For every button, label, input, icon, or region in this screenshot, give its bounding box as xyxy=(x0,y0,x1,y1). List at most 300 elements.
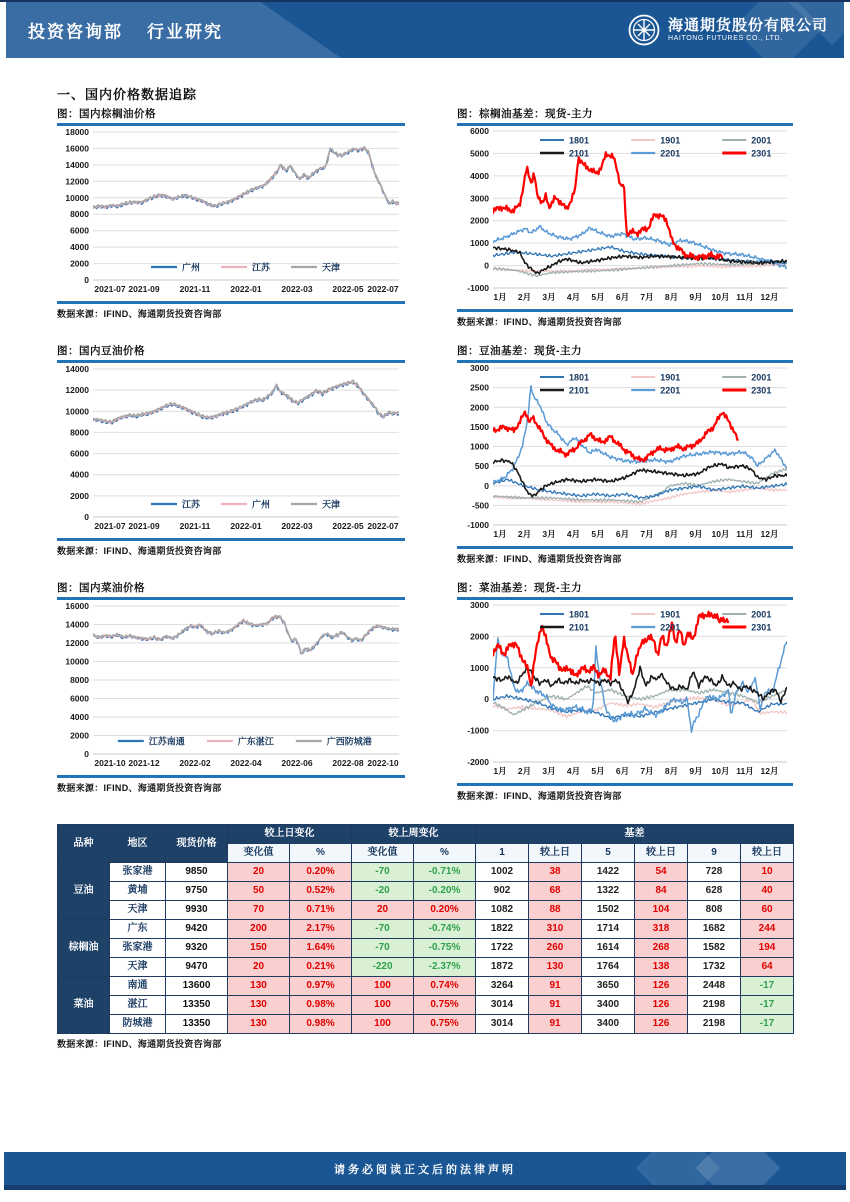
soy-price-chart xyxy=(57,363,405,533)
svg-text:2021-11: 2021-11 xyxy=(179,284,211,294)
company-name-en: HAITONG FUTURES CO., LTD. xyxy=(667,35,783,42)
palm-basis-chart xyxy=(457,126,793,304)
value-cell: 70 xyxy=(228,901,290,920)
svg-text:1月: 1月 xyxy=(493,529,507,539)
svg-text:9月: 9月 xyxy=(689,529,703,539)
doc-type-label: 行业研究 xyxy=(147,22,223,42)
svg-text:5月: 5月 xyxy=(591,292,605,302)
svg-text:9月: 9月 xyxy=(689,766,703,776)
chart-source: 数据来源：IFIND、海通期货投资咨询部 xyxy=(57,546,222,556)
value-cell: 1822 xyxy=(476,920,529,939)
svg-text:6月: 6月 xyxy=(615,529,630,539)
value-cell: 1422 xyxy=(582,863,635,882)
svg-text:广州: 广州 xyxy=(182,262,201,273)
svg-text:2201: 2201 xyxy=(660,148,681,159)
svg-text:广州: 广州 xyxy=(252,499,271,510)
chart-title: 图：棕榈油基差：现货-主力 xyxy=(457,108,593,120)
spot-price-table xyxy=(57,824,794,1034)
svg-text:2001: 2001 xyxy=(751,372,772,383)
value-cell: 91 xyxy=(529,1015,582,1034)
section-title: 一、国内价格数据追踪 xyxy=(57,87,198,102)
value-cell: 318 xyxy=(635,920,688,939)
region-cell: 黄埔 xyxy=(110,882,166,901)
chart-source: 数据来源：IFIND、海通期货投资咨询部 xyxy=(57,309,222,319)
rape-price-chart xyxy=(57,600,405,770)
region-cell: 天津 xyxy=(110,901,166,920)
chart-title: 图：国内棕榈油价格 xyxy=(57,108,156,120)
svg-text:4000: 4000 xyxy=(70,242,89,253)
chart-block-rape-price xyxy=(57,581,405,802)
svg-text:3000: 3000 xyxy=(470,363,489,373)
value-cell: 130 xyxy=(228,977,290,996)
header-titles xyxy=(28,18,247,43)
svg-text:12月: 12月 xyxy=(760,766,779,776)
svg-text:12000: 12000 xyxy=(65,638,89,648)
svg-text:18000: 18000 xyxy=(65,127,89,137)
chart-block-soy-basis xyxy=(457,344,793,565)
svg-text:0: 0 xyxy=(484,260,489,271)
value-cell: 1722 xyxy=(476,939,529,958)
svg-text:10月: 10月 xyxy=(711,529,730,539)
svg-text:广西防城港: 广西防城港 xyxy=(326,736,372,747)
value-cell: 1764 xyxy=(582,958,635,977)
sub-header-cell: 较上日 xyxy=(529,844,582,863)
chart-block-palm-basis xyxy=(457,107,793,328)
svg-text:4月: 4月 xyxy=(566,292,581,302)
svg-text:2022-08: 2022-08 xyxy=(332,758,364,768)
svg-text:7月: 7月 xyxy=(640,766,654,776)
svg-text:4月: 4月 xyxy=(566,766,581,776)
value-cell: 0.71% xyxy=(290,901,352,920)
variety-cell: 菜油 xyxy=(58,977,110,1034)
svg-text:2201: 2201 xyxy=(660,385,681,396)
svg-text:2000: 2000 xyxy=(70,730,89,741)
sub-header-cell: 较上日 xyxy=(741,844,794,863)
svg-text:2101: 2101 xyxy=(569,148,590,159)
svg-text:12月: 12月 xyxy=(760,292,779,302)
value-cell: 130 xyxy=(228,1015,290,1034)
chart-title: 图：豆油基差：现货-主力 xyxy=(457,345,582,357)
svg-text:10月: 10月 xyxy=(711,766,730,776)
svg-text:1801: 1801 xyxy=(569,135,590,146)
value-cell: 3400 xyxy=(582,1015,635,1034)
svg-text:2301: 2301 xyxy=(751,622,772,633)
company-name-cn: 海通期货股份有限公司 xyxy=(667,17,828,34)
svg-text:1月: 1月 xyxy=(493,766,507,776)
svg-text:天津: 天津 xyxy=(322,262,341,273)
rape-basis-chart xyxy=(457,600,793,778)
svg-text:2301: 2301 xyxy=(751,148,772,159)
svg-text:0: 0 xyxy=(484,694,489,705)
chart-title: 图：国内菜油价格 xyxy=(57,582,145,594)
value-cell: 0.75% xyxy=(414,1015,476,1034)
value-cell: 260 xyxy=(529,939,582,958)
svg-text:7月: 7月 xyxy=(640,529,654,539)
svg-text:6000: 6000 xyxy=(470,126,489,136)
variety-cell: 棕榈油 xyxy=(58,920,110,977)
chart-source: 数据来源：IFIND、海通期货投资咨询部 xyxy=(457,554,622,564)
col-basis: 基差 xyxy=(476,825,794,844)
value-cell: 1082 xyxy=(476,901,529,920)
palm-price-chart xyxy=(57,126,405,296)
report-body xyxy=(57,84,793,1050)
col-day-change: 较上日变化 xyxy=(228,825,352,844)
region-cell: 张家港 xyxy=(110,939,166,958)
svg-text:14000: 14000 xyxy=(65,159,89,170)
value-cell: 40 xyxy=(741,882,794,901)
value-cell: 91 xyxy=(529,996,582,1015)
legal-notice: 请务必阅读正文后的法律声明 xyxy=(334,1163,516,1176)
svg-text:-1000: -1000 xyxy=(467,520,489,530)
svg-text:11月: 11月 xyxy=(736,529,754,539)
sub-header-cell: 5 xyxy=(582,844,635,863)
svg-text:1500: 1500 xyxy=(470,421,489,432)
table-row xyxy=(58,1015,794,1034)
svg-text:1801: 1801 xyxy=(569,372,590,383)
value-cell: -20 xyxy=(352,882,414,901)
chart-title: 图：国内豆油价格 xyxy=(57,345,145,357)
value-cell: 3014 xyxy=(476,1015,529,1034)
value-cell: 20 xyxy=(228,958,290,977)
svg-text:2022-01: 2022-01 xyxy=(230,521,262,531)
svg-text:12000: 12000 xyxy=(65,385,89,396)
svg-text:16000: 16000 xyxy=(65,601,89,611)
chart-block-soy-price xyxy=(57,344,405,565)
value-cell: 38 xyxy=(529,863,582,882)
value-cell: 728 xyxy=(688,863,741,882)
svg-text:2月: 2月 xyxy=(517,766,532,776)
value-cell: -220 xyxy=(352,958,414,977)
table-row xyxy=(58,958,794,977)
value-cell: 0.98% xyxy=(290,1015,352,1034)
spot-price-cell: 9420 xyxy=(166,920,228,939)
charts-grid xyxy=(57,107,793,818)
region-cell: 防城港 xyxy=(110,1015,166,1034)
value-cell: 1322 xyxy=(582,882,635,901)
svg-text:10000: 10000 xyxy=(65,656,89,667)
region-cell: 张家港 xyxy=(110,863,166,882)
svg-text:4月: 4月 xyxy=(566,529,581,539)
svg-text:1000: 1000 xyxy=(470,441,489,452)
svg-text:2000: 2000 xyxy=(470,215,489,226)
value-cell: 3014 xyxy=(476,996,529,1015)
sub-header-cell: 变化值 xyxy=(228,844,290,863)
svg-text:1000: 1000 xyxy=(470,238,489,249)
svg-text:2301: 2301 xyxy=(751,385,772,396)
value-cell: 268 xyxy=(635,939,688,958)
table-row xyxy=(58,901,794,920)
svg-text:10000: 10000 xyxy=(65,406,89,417)
value-cell: 0.75% xyxy=(414,996,476,1015)
sub-header-cell: % xyxy=(290,844,352,863)
value-cell: 1682 xyxy=(688,920,741,939)
value-cell: -70 xyxy=(352,939,414,958)
sub-header-cell: 9 xyxy=(688,844,741,863)
svg-text:2022-07: 2022-07 xyxy=(367,284,399,294)
value-cell: 0.20% xyxy=(290,863,352,882)
svg-text:广东湛江: 广东湛江 xyxy=(237,736,274,747)
value-cell: 628 xyxy=(688,882,741,901)
value-cell: 150 xyxy=(228,939,290,958)
svg-text:8000: 8000 xyxy=(70,427,89,438)
table-row xyxy=(58,977,794,996)
svg-text:-500: -500 xyxy=(471,500,489,511)
svg-text:3月: 3月 xyxy=(542,766,556,776)
value-cell: 3650 xyxy=(582,977,635,996)
sub-header-cell: 较上日 xyxy=(635,844,688,863)
svg-text:500: 500 xyxy=(474,461,489,472)
value-cell: 2448 xyxy=(688,977,741,996)
svg-text:3000: 3000 xyxy=(470,193,489,204)
svg-text:江苏: 江苏 xyxy=(252,262,271,273)
svg-text:江苏: 江苏 xyxy=(182,499,201,510)
svg-text:6月: 6月 xyxy=(615,766,630,776)
value-cell: -0.75% xyxy=(414,939,476,958)
value-cell: 138 xyxy=(635,958,688,977)
value-cell: 100 xyxy=(352,996,414,1015)
svg-text:2000: 2000 xyxy=(70,258,89,269)
svg-text:1901: 1901 xyxy=(660,609,681,620)
region-cell: 湛江 xyxy=(110,996,166,1015)
svg-text:2021-07: 2021-07 xyxy=(94,521,126,531)
svg-text:2021-11: 2021-11 xyxy=(179,521,211,531)
svg-text:8月: 8月 xyxy=(664,529,679,539)
col-week-change: 较上周变化 xyxy=(352,825,476,844)
svg-text:1801: 1801 xyxy=(569,609,590,620)
svg-text:11月: 11月 xyxy=(736,292,754,302)
value-cell: -0.74% xyxy=(414,920,476,939)
value-cell: -70 xyxy=(352,863,414,882)
value-cell: -17 xyxy=(741,996,794,1015)
value-cell: -70 xyxy=(352,920,414,939)
svg-text:2500: 2500 xyxy=(470,382,489,393)
svg-text:2101: 2101 xyxy=(569,622,590,633)
bottom-rule xyxy=(57,775,405,778)
value-cell: 0.74% xyxy=(414,977,476,996)
value-cell: 3400 xyxy=(582,996,635,1015)
variety-cell: 豆油 xyxy=(58,863,110,920)
value-cell: 1872 xyxy=(476,958,529,977)
value-cell: 10 xyxy=(741,863,794,882)
value-cell: 126 xyxy=(635,977,688,996)
svg-text:江苏南通: 江苏南通 xyxy=(148,736,185,747)
svg-text:1000: 1000 xyxy=(470,662,489,673)
svg-text:2022-06: 2022-06 xyxy=(281,758,313,768)
chart-block-rape-basis xyxy=(457,581,793,802)
svg-text:2101: 2101 xyxy=(569,385,590,396)
value-cell: 104 xyxy=(635,901,688,920)
svg-text:1901: 1901 xyxy=(660,135,681,146)
svg-text:2021-07: 2021-07 xyxy=(94,284,126,294)
bottom-rule xyxy=(57,301,405,304)
page-header xyxy=(6,2,844,58)
value-cell: 100 xyxy=(352,1015,414,1034)
svg-text:2021-12: 2021-12 xyxy=(128,758,160,768)
svg-text:6月: 6月 xyxy=(615,292,630,302)
svg-text:8000: 8000 xyxy=(70,675,89,685)
svg-text:3月: 3月 xyxy=(542,529,556,539)
value-cell: 200 xyxy=(228,920,290,939)
value-cell: 100 xyxy=(352,977,414,996)
value-cell: 64 xyxy=(741,958,794,977)
value-cell: -17 xyxy=(741,977,794,996)
spot-price-cell: 13350 xyxy=(166,1015,228,1034)
svg-text:0: 0 xyxy=(484,480,489,491)
svg-text:2022-10: 2022-10 xyxy=(367,758,399,768)
chart-source: 数据来源：IFIND、海通期货投资咨询部 xyxy=(57,783,222,793)
bottom-rule xyxy=(457,546,793,549)
spot-price-cell: 9470 xyxy=(166,958,228,977)
value-cell: 1614 xyxy=(582,939,635,958)
svg-text:6000: 6000 xyxy=(70,448,89,459)
value-cell: 54 xyxy=(635,863,688,882)
value-cell: 3264 xyxy=(476,977,529,996)
value-cell: 0.20% xyxy=(414,901,476,920)
svg-text:3月: 3月 xyxy=(542,292,556,302)
svg-text:6000: 6000 xyxy=(70,693,89,704)
spot-price-cell: 9850 xyxy=(166,863,228,882)
table-header-row-1 xyxy=(58,825,794,844)
svg-text:-2000: -2000 xyxy=(467,757,489,767)
value-cell: 20 xyxy=(228,863,290,882)
svg-text:4000: 4000 xyxy=(470,170,489,181)
svg-text:0: 0 xyxy=(84,275,89,285)
spot-price-cell: 13600 xyxy=(166,977,228,996)
value-cell: 0.21% xyxy=(290,958,352,977)
svg-text:1月: 1月 xyxy=(493,292,507,302)
value-cell: 126 xyxy=(635,996,688,1015)
svg-text:7月: 7月 xyxy=(640,292,654,302)
value-cell: -17 xyxy=(741,1015,794,1034)
svg-text:2022-04: 2022-04 xyxy=(230,758,262,768)
chart-block-palm-price xyxy=(57,107,405,328)
value-cell: 1502 xyxy=(582,901,635,920)
bottom-rule xyxy=(57,538,405,541)
svg-text:2月: 2月 xyxy=(517,292,532,302)
company-logo xyxy=(627,13,828,47)
chart-title: 图：菜油基差：现货-主力 xyxy=(457,582,582,594)
svg-text:0: 0 xyxy=(84,749,89,759)
svg-text:2022-03: 2022-03 xyxy=(281,284,313,294)
table-source: 数据来源：IFIND、海通期货投资咨询部 xyxy=(57,1039,222,1049)
svg-text:-1000: -1000 xyxy=(467,283,489,293)
svg-text:2022-07: 2022-07 xyxy=(367,521,399,531)
svg-text:3000: 3000 xyxy=(470,600,489,610)
svg-text:6000: 6000 xyxy=(70,225,89,236)
sub-header-cell: % xyxy=(414,844,476,863)
table-row xyxy=(58,882,794,901)
value-cell: 902 xyxy=(476,882,529,901)
value-cell: 68 xyxy=(529,882,582,901)
bottom-rule xyxy=(457,309,793,312)
table-row xyxy=(58,996,794,1015)
svg-text:2022-03: 2022-03 xyxy=(281,521,313,531)
svg-text:2000: 2000 xyxy=(470,402,489,413)
svg-text:10月: 10月 xyxy=(711,292,730,302)
value-cell: -2.37% xyxy=(414,958,476,977)
value-cell: 0.98% xyxy=(290,996,352,1015)
price-table-wrap xyxy=(57,824,793,1034)
chart-source: 数据来源：IFIND、海通期货投资咨询部 xyxy=(457,791,622,801)
value-cell: 50 xyxy=(228,882,290,901)
value-cell: -0.71% xyxy=(414,863,476,882)
table-row xyxy=(58,939,794,958)
company-name xyxy=(668,17,828,43)
svg-text:2000: 2000 xyxy=(70,490,89,501)
svg-text:8月: 8月 xyxy=(664,766,679,776)
svg-text:8月: 8月 xyxy=(664,292,679,302)
region-cell: 广东 xyxy=(110,920,166,939)
page-footer xyxy=(4,1152,846,1190)
table-row xyxy=(58,863,794,882)
svg-text:2022-05: 2022-05 xyxy=(332,284,364,294)
value-cell: 2198 xyxy=(688,996,741,1015)
svg-text:2022-01: 2022-01 xyxy=(230,284,262,294)
svg-text:12月: 12月 xyxy=(760,529,779,539)
svg-text:11月: 11月 xyxy=(736,766,754,776)
svg-text:5000: 5000 xyxy=(470,148,489,159)
haitong-logo-icon xyxy=(627,13,661,47)
col-variety: 品种 xyxy=(58,825,110,863)
footer-diamond-decoration xyxy=(696,1152,781,1190)
value-cell: 244 xyxy=(741,920,794,939)
value-cell: 84 xyxy=(635,882,688,901)
svg-text:2021-10: 2021-10 xyxy=(94,758,126,768)
value-cell: -0.20% xyxy=(414,882,476,901)
svg-text:12000: 12000 xyxy=(65,176,89,187)
bottom-rule xyxy=(457,783,793,786)
spot-price-cell: 9930 xyxy=(166,901,228,920)
value-cell: 1.64% xyxy=(290,939,352,958)
value-cell: 808 xyxy=(688,901,741,920)
region-cell: 南通 xyxy=(110,977,166,996)
soy-basis-chart xyxy=(457,363,793,541)
dept-label: 投资咨询部 xyxy=(28,22,123,42)
svg-text:2021-09: 2021-09 xyxy=(128,521,160,531)
svg-text:4000: 4000 xyxy=(70,469,89,480)
svg-text:2021-09: 2021-09 xyxy=(128,284,160,294)
value-cell: 194 xyxy=(741,939,794,958)
spot-price-cell: 9320 xyxy=(166,939,228,958)
value-cell: 91 xyxy=(529,977,582,996)
svg-text:2022-02: 2022-02 xyxy=(179,758,211,768)
svg-text:14000: 14000 xyxy=(65,364,89,374)
value-cell: 1002 xyxy=(476,863,529,882)
value-cell: 2.17% xyxy=(290,920,352,939)
value-cell: 0.52% xyxy=(290,882,352,901)
svg-text:14000: 14000 xyxy=(65,619,89,630)
spot-price-cell: 13350 xyxy=(166,996,228,1015)
value-cell: 0.97% xyxy=(290,977,352,996)
svg-text:2022-05: 2022-05 xyxy=(332,521,364,531)
svg-text:16000: 16000 xyxy=(65,143,89,154)
svg-text:2001: 2001 xyxy=(751,609,772,620)
spot-price-cell: 9750 xyxy=(166,882,228,901)
svg-text:8000: 8000 xyxy=(70,209,89,220)
svg-text:2月: 2月 xyxy=(517,529,532,539)
svg-text:2000: 2000 xyxy=(470,631,489,642)
value-cell: 130 xyxy=(228,996,290,1015)
svg-text:1901: 1901 xyxy=(660,372,681,383)
value-cell: 310 xyxy=(529,920,582,939)
svg-text:-1000: -1000 xyxy=(467,725,489,736)
value-cell: 20 xyxy=(352,901,414,920)
value-cell: 1714 xyxy=(582,920,635,939)
sub-header-cell: 变化值 xyxy=(352,844,414,863)
svg-text:5月: 5月 xyxy=(591,529,605,539)
svg-text:2201: 2201 xyxy=(660,622,681,633)
region-cell: 天津 xyxy=(110,958,166,977)
